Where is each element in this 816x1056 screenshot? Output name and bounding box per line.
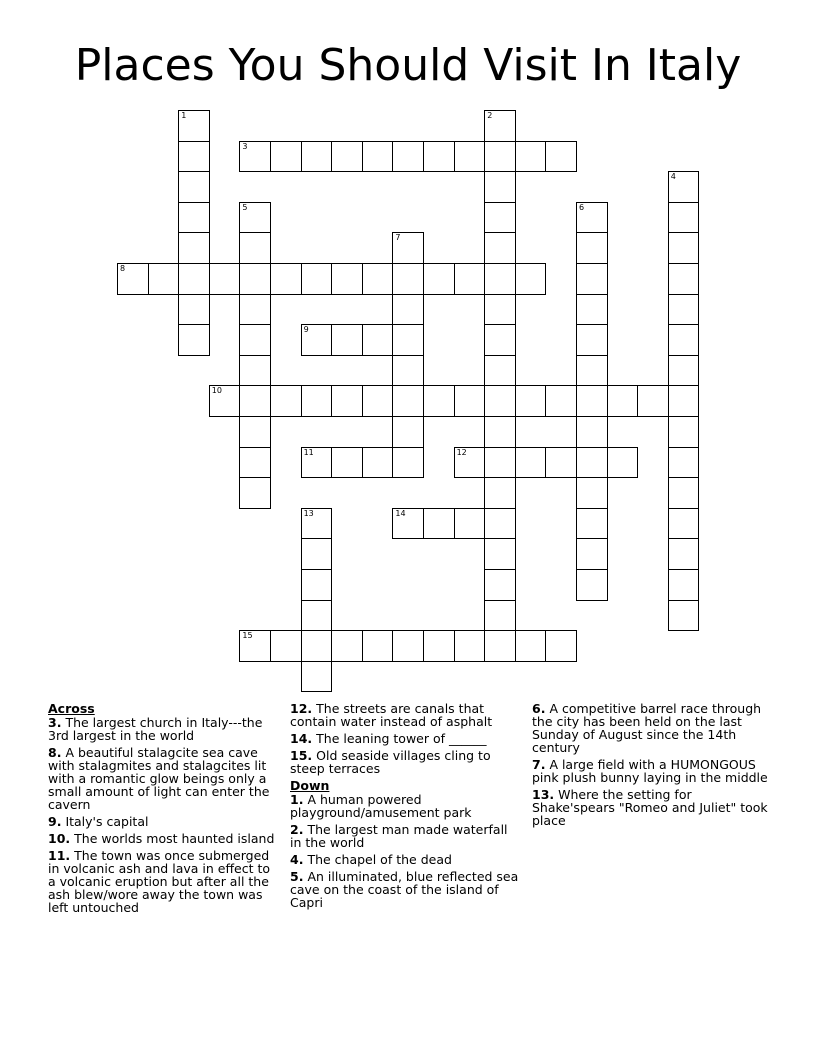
clue-down-2: 2. The largest man made waterfall in the world [290,822,508,850]
grid-cell[interactable] [668,447,700,479]
grid-cell[interactable] [576,355,608,387]
grid-cell[interactable] [484,416,516,448]
clue-number: 11 [303,447,314,457]
grid-cell[interactable] [515,447,547,479]
grid-cell[interactable] [178,202,210,234]
clue-number: 6 [579,202,585,212]
clue-across-11: 11. The town was once submerged in volcanic ash and lava in effect to a volcanic eruption but after all the ash blew/wore away the town was left untouched [48,848,271,915]
grid-cell[interactable] [668,202,700,234]
clue-down-5: 5. An illuminated, blue reflected sea cave on the coast of the island of Capri [290,869,519,910]
grid-cell[interactable] [484,508,516,540]
grid-cell[interactable] [454,447,486,479]
grid-cell[interactable] [484,202,516,234]
grid-cell[interactable] [331,263,363,295]
clue-number: 8 [120,264,126,273]
grid-cell[interactable] [576,263,608,295]
grid-cell[interactable] [637,385,669,417]
grid-cell[interactable] [331,630,363,662]
grid-cell[interactable] [423,263,455,295]
grid-cell[interactable] [668,171,700,203]
grid-cell[interactable] [484,110,516,142]
grid-cell[interactable] [239,477,271,509]
grid-cell[interactable] [607,385,639,417]
grid-cell[interactable] [576,202,608,234]
grid-cell[interactable] [576,294,608,326]
grid-cell[interactable] [423,385,455,417]
grid-cell[interactable] [484,569,516,601]
grid-cell[interactable] [392,141,424,173]
clue-number: 5 [242,202,248,212]
grid-cell[interactable] [392,447,424,479]
clue-down-13: 13. Where the setting for Shake'spears "Romeo and Juliet" took place [532,787,768,828]
clue-across-12: 12. The streets are canals that contain water instead of asphalt [290,701,493,729]
grid-cell[interactable] [668,385,700,417]
grid-cell[interactable] [301,569,333,601]
clue-number: 15 [242,631,253,641]
grid-cell[interactable] [239,141,271,173]
grid-cell[interactable] [576,508,608,540]
grid-cell[interactable] [423,141,455,173]
grid-cell[interactable] [545,141,577,173]
grid-cell[interactable] [668,294,700,326]
grid-cell[interactable] [515,263,547,295]
clues-column-1 [48,702,280,918]
grid-cell[interactable] [239,263,271,295]
grid-cell[interactable] [576,232,608,264]
grid-cell[interactable] [668,600,700,632]
grid-cell[interactable] [484,232,516,264]
grid-cell[interactable] [301,661,333,693]
grid-cell[interactable] [545,447,577,479]
grid-cell[interactable] [301,385,333,417]
grid-cell[interactable] [668,569,700,601]
grid-cell[interactable] [576,447,608,479]
grid-cell[interactable] [301,263,333,295]
clue-number: 1 [181,111,187,120]
grid-cell[interactable] [484,600,516,632]
grid-cell[interactable] [362,630,394,662]
grid-cell[interactable] [331,385,363,417]
clue-number: 3 [242,141,248,151]
grid-cell[interactable] [484,447,516,479]
grid-cell[interactable] [484,141,516,173]
grid-cell[interactable] [484,294,516,326]
grid-cell[interactable] [607,447,639,479]
grid-cell[interactable] [545,630,577,662]
across-heading: Across [48,701,95,716]
clue-across-10: 10. The worlds most haunted island [48,831,275,846]
grid-cell[interactable] [392,385,424,417]
grid-cell[interactable] [392,263,424,295]
clue-number: 10 [211,386,222,396]
clue-down-4: 4. The chapel of the dead [290,852,452,867]
grid-cell[interactable] [301,508,333,540]
clue-number: 14 [395,508,406,518]
grid-cell[interactable] [362,447,394,479]
grid-cell[interactable] [668,355,700,387]
clue-across-8: 8. A beautiful stalagcite sea cave with stalagmites and stalagcites lit with a romantic glow beings only a small amount of light can enter the cavern [48,745,270,812]
grid-cell[interactable] [178,141,210,173]
grid-cell[interactable] [239,447,271,479]
grid-cell[interactable] [515,141,547,173]
grid-cell[interactable] [668,232,700,264]
grid-cell[interactable] [454,385,486,417]
grid-cell[interactable] [484,385,516,417]
grid-cell[interactable] [576,385,608,417]
grid-cell[interactable] [362,263,394,295]
grid-cell[interactable] [239,294,271,326]
grid-cell[interactable] [301,630,333,662]
grid-cell[interactable] [270,141,302,173]
grid-cell[interactable] [178,263,210,295]
grid-cell[interactable] [454,508,486,540]
grid-cell[interactable] [576,569,608,601]
grid-cell[interactable] [545,385,577,417]
grid-cell[interactable] [423,630,455,662]
grid-cell[interactable] [270,385,302,417]
clue-across-14: 14. The leaning tower of ______ [290,731,487,746]
grid-cell[interactable] [178,110,210,142]
grid-cell[interactable] [423,508,455,540]
grid-cell[interactable] [301,324,333,356]
clue-number: 2 [487,111,493,120]
grid-cell[interactable] [239,324,271,356]
grid-cell[interactable] [392,294,424,326]
grid-cell[interactable] [484,477,516,509]
grid-cell[interactable] [668,508,700,540]
grid-cell[interactable] [576,416,608,448]
grid-cell[interactable] [668,477,700,509]
clues-column-3 [532,702,768,831]
grid-cell[interactable] [270,263,302,295]
clue-number: 4 [670,172,676,182]
grid-cell[interactable] [515,630,547,662]
grid-cell[interactable] [301,447,333,479]
grid-cell[interactable] [331,447,363,479]
grid-cell[interactable] [178,324,210,356]
grid-cell[interactable] [484,538,516,570]
clue-number: 9 [303,325,309,335]
clue-number: 12 [456,447,467,457]
grid-cell[interactable] [178,294,210,326]
grid-cell[interactable] [392,630,424,662]
grid-cell[interactable] [392,232,424,264]
grid-cell[interactable] [178,232,210,264]
grid-cell[interactable] [270,630,302,662]
grid-cell[interactable] [239,202,271,234]
grid-cell[interactable] [331,141,363,173]
grid-cell[interactable] [576,538,608,570]
grid-cell[interactable] [209,385,241,417]
clues-column-2 [290,702,522,913]
grid-cell[interactable] [484,630,516,662]
grid-cell[interactable] [362,324,394,356]
clue-down-7: 7. A large field with a HUMONGOUS pink plush bunny laying in the middle [532,757,768,785]
grid-cell[interactable] [668,538,700,570]
clue-down-6: 6. A competitive barrel race through the city has been held on the last Sunday of August since the 14th century [532,701,762,755]
grid-cell[interactable] [117,263,149,295]
clue-across-9: 9. Italy's capital [48,814,149,829]
grid-cell[interactable] [178,171,210,203]
grid-cell[interactable] [484,355,516,387]
grid-cell[interactable] [239,630,271,662]
down-heading: Down [290,778,330,793]
grid-cell[interactable] [515,385,547,417]
grid-cell[interactable] [362,141,394,173]
grid-cell[interactable] [576,324,608,356]
grid-cell[interactable] [392,324,424,356]
grid-cell[interactable] [239,232,271,264]
grid-cell[interactable] [454,263,486,295]
grid-cell[interactable] [301,600,333,632]
grid-cell[interactable] [454,630,486,662]
clue-across-15: 15. Old seaside villages cling to steep terraces [290,748,491,776]
grid-cell[interactable] [668,324,700,356]
grid-cell[interactable] [301,538,333,570]
grid-cell[interactable] [239,416,271,448]
grid-cell[interactable] [484,171,516,203]
grid-cell[interactable] [301,141,333,173]
grid-cell[interactable] [239,385,271,417]
grid-cell[interactable] [392,508,424,540]
clue-down-1: 1. A human powered playground/amusement park [290,792,472,820]
clue-number: 13 [303,508,314,518]
grid-cell[interactable] [392,355,424,387]
grid-cell[interactable] [484,324,516,356]
grid-cell[interactable] [392,416,424,448]
grid-cell[interactable] [484,263,516,295]
puzzle-title: Places You Should Visit In Italy [74,40,742,91]
grid-cell[interactable] [668,263,700,295]
grid-cell[interactable] [209,263,241,295]
grid-cell[interactable] [576,477,608,509]
grid-cell[interactable] [454,141,486,173]
grid-cell[interactable] [362,385,394,417]
grid-cell[interactable] [239,355,271,387]
grid-cell[interactable] [148,263,180,295]
clue-number: 7 [395,233,401,243]
grid-cell[interactable] [668,416,700,448]
clue-across-3: 3. The largest church in Italy---the 3rd largest in the world [48,715,263,743]
grid-cell[interactable] [331,324,363,356]
